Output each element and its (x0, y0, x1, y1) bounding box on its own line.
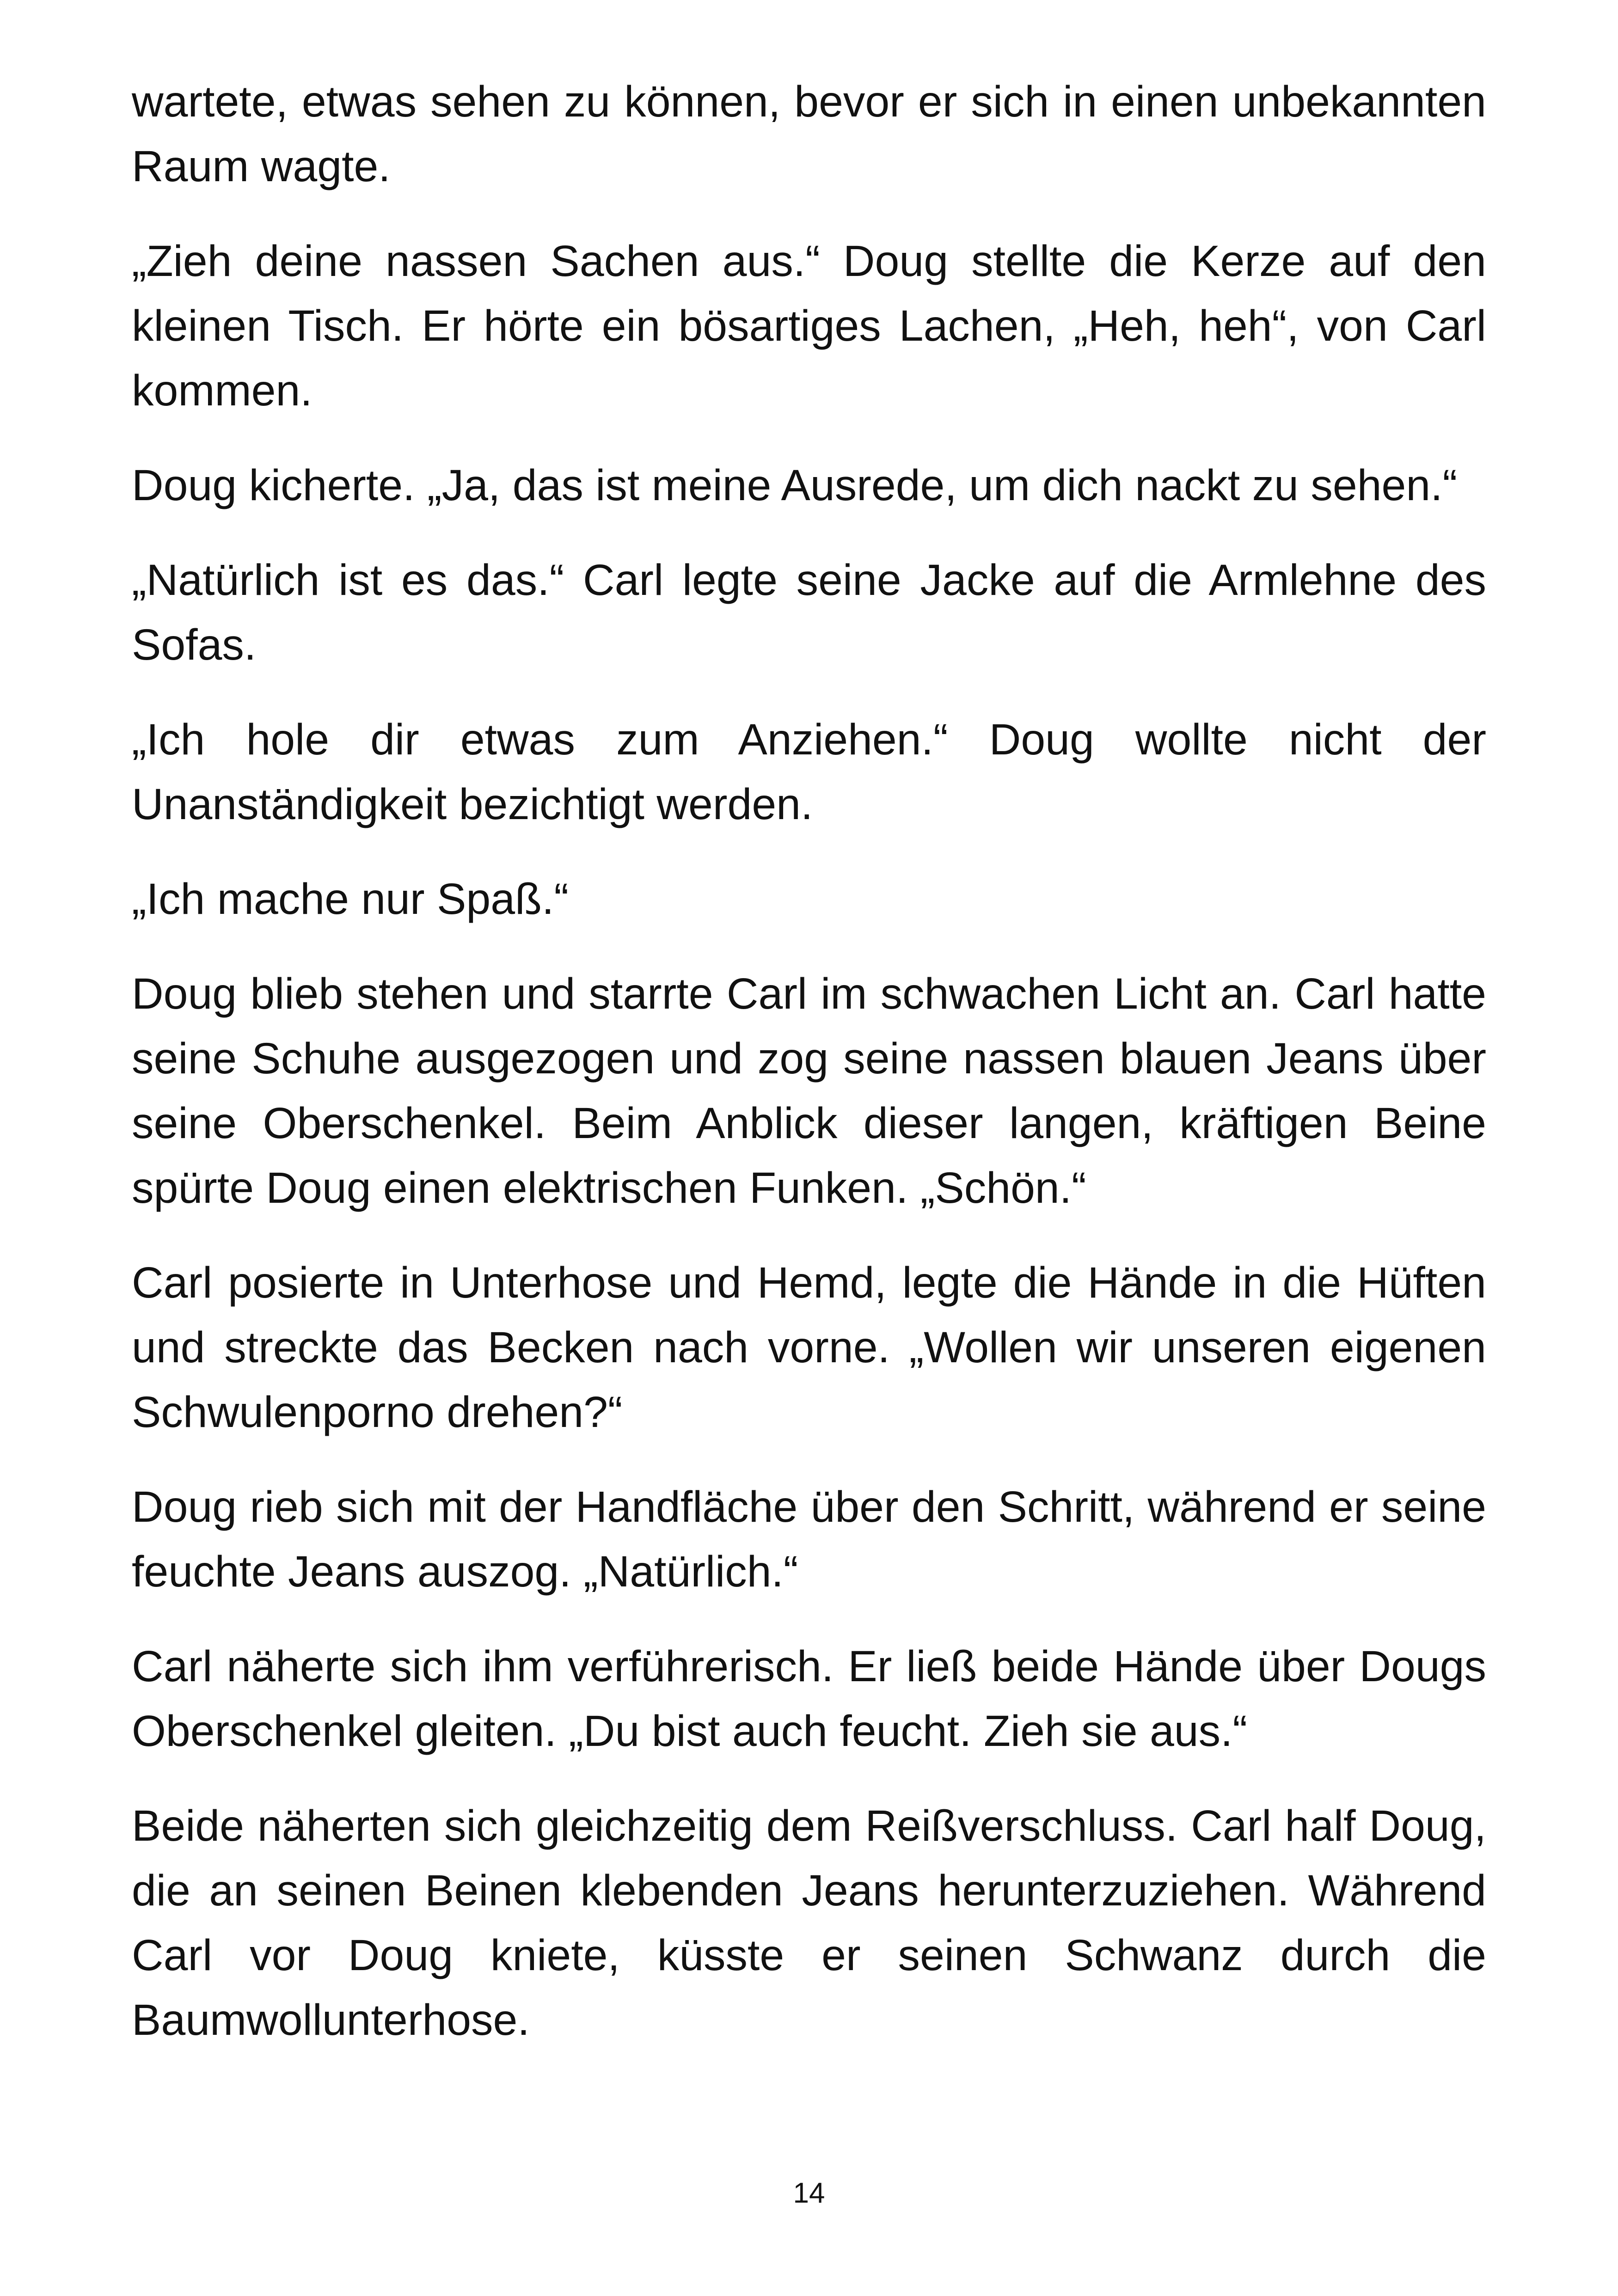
paragraph: „Zieh deine nassen Sachen aus.“ Doug stellte die Kerze auf den kleinen Tisch. Er hörte ein bösartiges Lachen, „Heh, heh“, von Carl kommen. (132, 237, 1486, 415)
page-number: 14 (793, 2177, 825, 2209)
paragraph: Carl näherte sich ihm verführerisch. Er ließ beide Hände über Dougs Oberschenkel gleiten. „Du bist auch feucht. Zieh sie aus.“ (132, 1642, 1486, 1756)
paragraph: „Ich mache nur Spaß.“ (132, 875, 569, 924)
paragraph: „Natürlich ist es das.“ Carl legte seine Jacke auf die Armlehne des Sofas. (132, 556, 1486, 669)
paragraph: Carl posierte in Unterhose und Hemd, legte die Hände in die Hüften und streckte das Becken nach vorne. „Wollen wir unseren eigenen Schwulenporno drehen?“ (132, 1258, 1486, 1437)
paragraph: Doug blieb stehen und starrte Carl im schwachen Licht an. Carl hatte seine Schuhe ausgezogen und zog seine nassen blauen Jeans über seine Oberschenkel. Beim Anblick dieser langen, kräftigen Beine spürte Doug einen elektrischen Funken. „Schön.“ (132, 969, 1486, 1212)
document-page (132, 69, 1486, 2082)
paragraph: Beide näherten sich gleichzeitig dem Reißverschluss. Carl half Doug, die an seinen Beinen klebenden Jeans herunterzuziehen. Während Carl vor Doug kniete, küsste er seinen Schwanz durch die Baumwollunterhose. (132, 1801, 1486, 2045)
paragraph: Doug kicherte. „Ja, das ist meine Ausrede, um dich nackt zu sehen.“ (132, 461, 1458, 510)
paragraph: wartete, etwas sehen zu können, bevor er sich in einen unbekannten Raum wagte. (132, 77, 1486, 191)
paragraph: Doug rieb sich mit der Handfläche über den Schritt, während er seine feuchte Jeans auszog. „Natürlich.“ (132, 1482, 1486, 1596)
paragraph: „Ich hole dir etwas zum Anziehen.“ Doug wollte nicht der Unanständigkeit bezichtigt werden. (132, 715, 1486, 829)
